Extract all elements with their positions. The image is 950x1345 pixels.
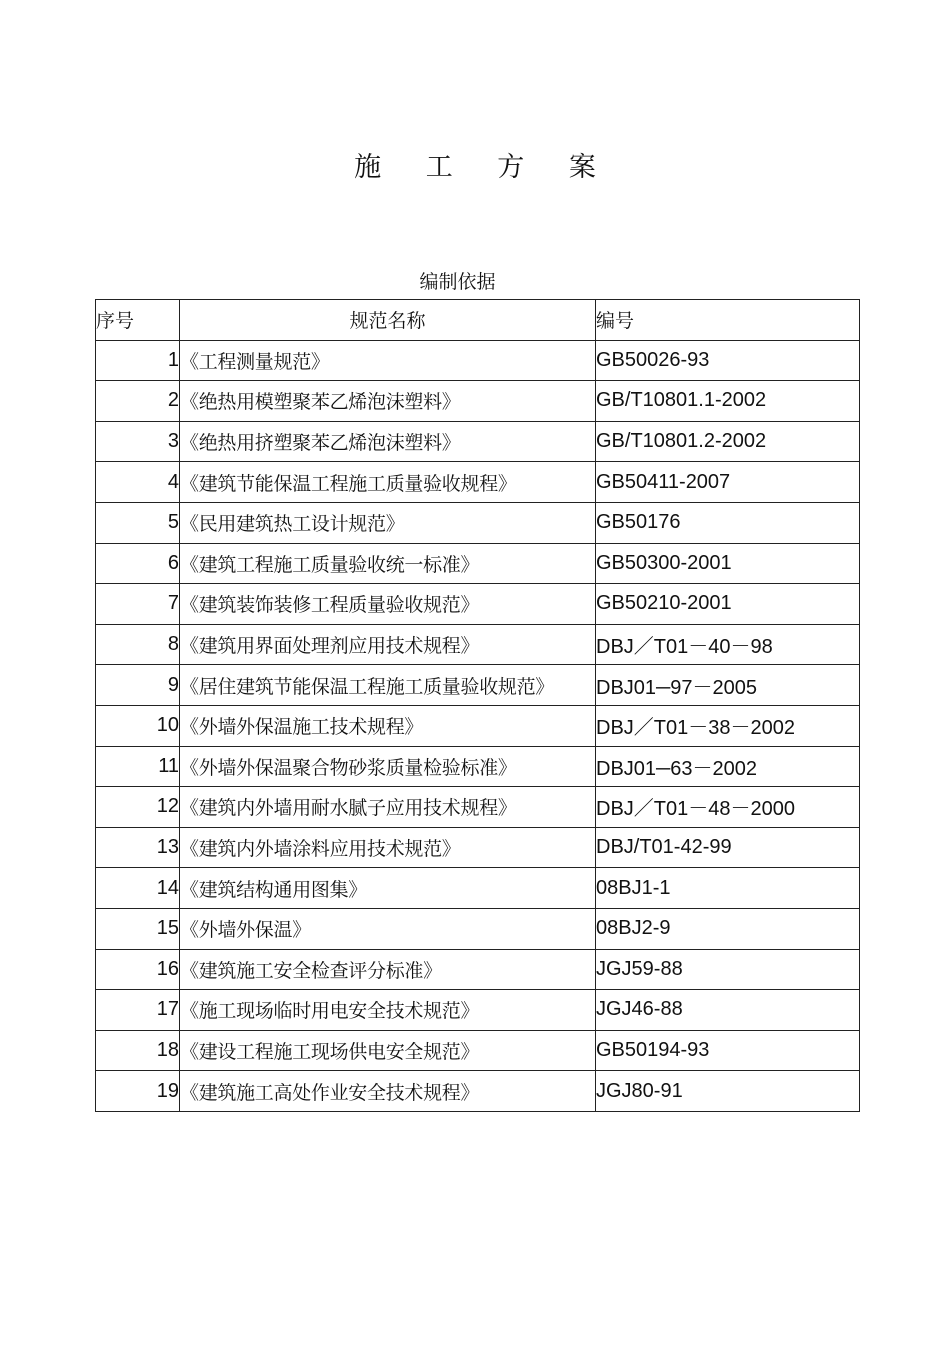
table-caption: 编制依据 [419, 271, 496, 293]
row-no: 7 [96, 584, 180, 625]
table-row [96, 705, 860, 746]
row-name: 《建筑内外墙涂料应用技术规范》 [180, 827, 596, 868]
table-row [96, 543, 860, 584]
table-row [96, 908, 860, 949]
table-body [96, 340, 860, 1111]
row-code: DBJ／T01－40－98 [596, 624, 860, 665]
table-row [96, 584, 860, 625]
row-name: 《居住建筑节能保温工程施工质量验收规范》 [180, 665, 596, 706]
row-name: 《建筑施工高处作业安全技术规程》 [180, 1071, 596, 1112]
row-code: GB/T10801.2-2002 [596, 421, 860, 462]
row-name: 《建筑用界面处理剂应用技术规程》 [180, 624, 596, 665]
row-no: 19 [96, 1071, 180, 1112]
row-no: 14 [96, 868, 180, 909]
row-code: GB/T10801.1-2002 [596, 381, 860, 422]
table-row [96, 421, 860, 462]
row-no: 16 [96, 949, 180, 990]
row-name: 《建筑工程施工质量验收统一标准》 [180, 543, 596, 584]
row-code: GB50176 [596, 502, 860, 543]
row-code: JGJ80-91 [596, 1071, 860, 1112]
row-no: 1 [96, 340, 180, 381]
header-code: 编号 [596, 300, 860, 341]
table-row [96, 827, 860, 868]
row-code: DBJ01─63－2002 [596, 746, 860, 787]
row-name: 《建筑施工安全检查评分标准》 [180, 949, 596, 990]
row-name: 《工程测量规范》 [180, 340, 596, 381]
row-no: 8 [96, 624, 180, 665]
row-code: DBJ／T01－38－2002 [596, 705, 860, 746]
row-name: 《建筑内外墙用耐水腻子应用技术规程》 [180, 787, 596, 828]
header-no: 序号 [96, 300, 180, 341]
row-no: 13 [96, 827, 180, 868]
row-no: 17 [96, 990, 180, 1031]
row-no: 2 [96, 381, 180, 422]
row-no: 6 [96, 543, 180, 584]
row-no: 10 [96, 705, 180, 746]
row-no: 4 [96, 462, 180, 503]
table-row [96, 949, 860, 990]
table-row [96, 462, 860, 503]
row-name: 《施工现场临时用电安全技术规范》 [180, 990, 596, 1031]
table-row [96, 1071, 860, 1112]
row-name: 《建筑节能保温工程施工质量验收规程》 [180, 462, 596, 503]
table-row [96, 502, 860, 543]
table-row [96, 624, 860, 665]
table-row [96, 868, 860, 909]
row-name: 《建筑结构通用图集》 [180, 868, 596, 909]
row-name: 《外墙外保温聚合物砂浆质量检验标准》 [180, 746, 596, 787]
row-no: 15 [96, 908, 180, 949]
table-row [96, 1030, 860, 1071]
row-no: 12 [96, 787, 180, 828]
row-code: DBJ01─97－2005 [596, 665, 860, 706]
row-code: JGJ46-88 [596, 990, 860, 1031]
row-name: 《外墙外保温》 [180, 908, 596, 949]
row-code: 08BJ1-1 [596, 868, 860, 909]
table-row [96, 746, 860, 787]
table-row [96, 665, 860, 706]
table-header-row [96, 300, 860, 341]
row-name: 《建设工程施工现场供电安全规范》 [180, 1030, 596, 1071]
row-code: GB50194-93 [596, 1030, 860, 1071]
row-code: GB50411-2007 [596, 462, 860, 503]
document-title: 施 工 方 案 [354, 152, 614, 183]
header-name: 规范名称 [180, 300, 596, 341]
row-name: 《建筑装饰装修工程质量验收规范》 [180, 584, 596, 625]
row-name: 《民用建筑热工设计规范》 [180, 502, 596, 543]
row-code: DBJ／T01－48－2000 [596, 787, 860, 828]
table-row [96, 990, 860, 1031]
table-row [96, 381, 860, 422]
row-code: 08BJ2-9 [596, 908, 860, 949]
row-name: 《绝热用挤塑聚苯乙烯泡沫塑料》 [180, 421, 596, 462]
row-code: JGJ59-88 [596, 949, 860, 990]
row-name: 《外墙外保温施工技术规程》 [180, 705, 596, 746]
row-code: DBJ/T01-42-99 [596, 827, 860, 868]
row-no: 3 [96, 421, 180, 462]
row-no: 9 [96, 665, 180, 706]
row-code: GB50300-2001 [596, 543, 860, 584]
row-no: 11 [96, 746, 180, 787]
standards-table [95, 299, 860, 1112]
row-no: 18 [96, 1030, 180, 1071]
row-name: 《绝热用模塑聚苯乙烯泡沫塑料》 [180, 381, 596, 422]
row-code: GB50026-93 [596, 340, 860, 381]
row-code: GB50210-2001 [596, 584, 860, 625]
row-no: 5 [96, 502, 180, 543]
table-row [96, 787, 860, 828]
table-row [96, 340, 860, 381]
